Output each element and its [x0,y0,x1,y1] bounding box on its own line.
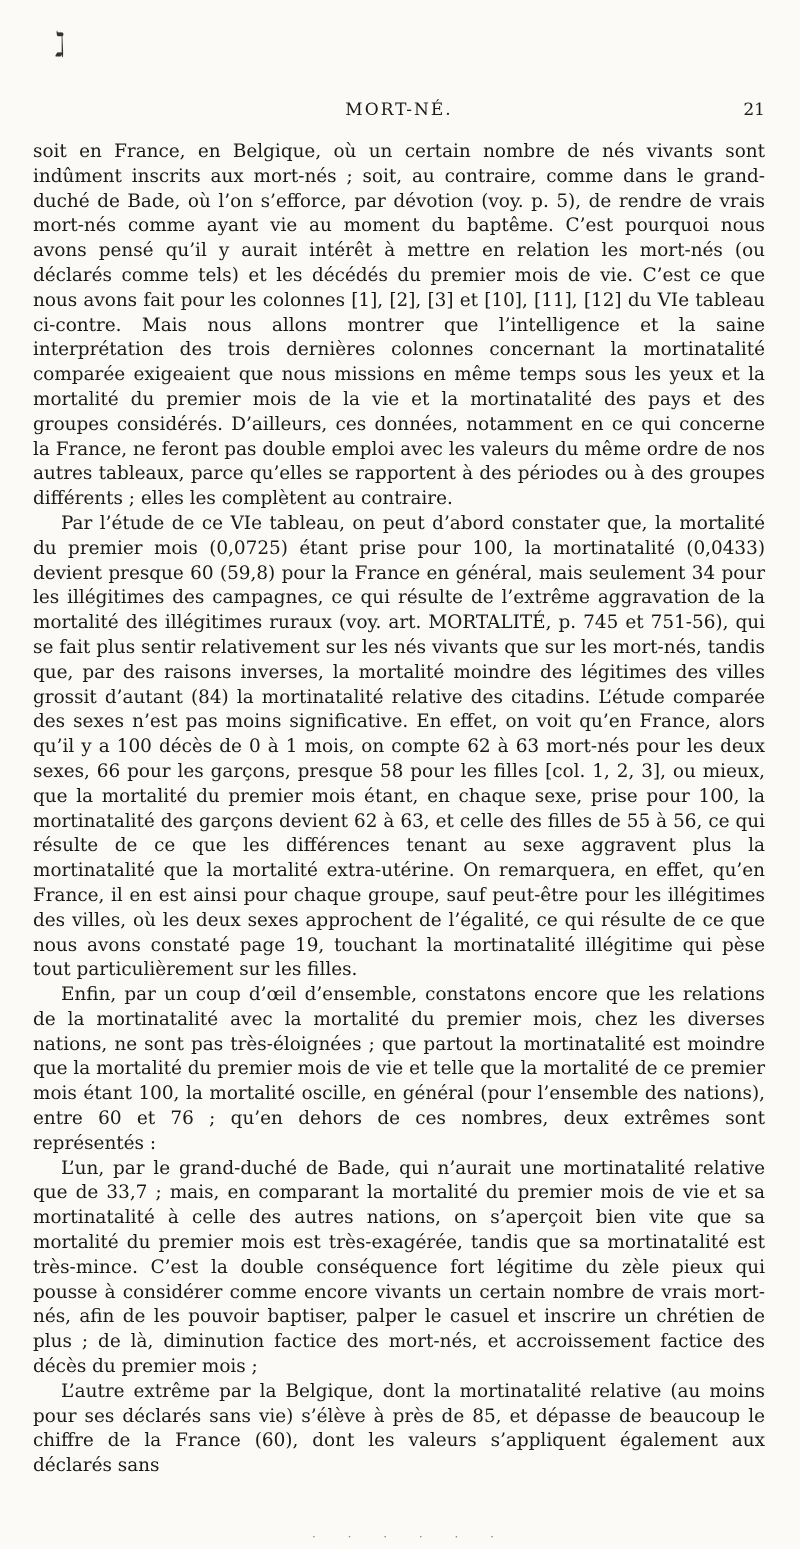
paragraph-1: soit en France, en Belgique, où un certain nombre de nés vivants sont indûment inscrits aux mort-nés ; soit, au contraire, comme dans le grand-duché de Bade, où l’on s’efforce, par dévotion (voy. p. 5), de rendre de vrais mort-nés comme ayant vie au moment du baptême. C’est pourquoi nous avons pensé qu’il y aurait intérêt à mettre en relation les mort-nés (ou déclarés comme tels) et les décédés du premier mois de vie. C’est ce que nous avons fait pour les colonnes [1], [2], [3] et [10], [11], [12] du VIe tableau ci-contre. Mais nous allons montrer que l’intelligence et la saine interprétation des trois dernières colonnes concernant la mortinatalité comparée exigeaient que nous missions en même temps sous les yeux et la mortalité du premier mois de la vie et la mortinatalité des pays et des groupes considérés. D’ailleurs, ces données, notamment en ce qui concerne la France, ne feront pas double emploi avec les valeurs du même ordre de nos autres tableaux, parce qu’elles se rapportent à des périodes ou à des groupes différents ; elles les complètent au contraire. [33,141,765,510]
page-header [33,100,765,130]
page-number: 21 [743,100,765,120]
paragraph-5: L’autre extrême par la Belgique, dont la mortinatalité relative (au moins pour ses déclarés sans vie) s’élève à près de 85, et dépasse de beaucoup le chiffre de la France (60), dont les valeurs s’appliquent également aux déclarés sans [33,1380,765,1477]
paragraph-2: Par l’étude de ce VIe tableau, on peut d’abord constater que, la mortalité du premier mois (0,0725) étant prise pour 100, la mortinatalité (0,0433) devient presque 60 (59,8) pour la France en général, mais seulement 34 pour les illégitimes des campagnes, ce qui résulte de l’extrême aggravation de la mortalité des illégitimes ruraux (voy. art. MORTALITÉ, p. 745 et 751-56), qui se fait plus sentir relativement sur les nés vivants que sur les mort-nés, tandis que, par des raisons inverses, la mortalité moindre des légitimes des villes grossit d’autant (84) la mortinatalité relative des citadins. L’étude comparée des sexes n’est pas moins significative. En effet, on voit qu’en France, alors qu’il y a 100 décès de 0 à 1 mois, on compte 62 à 63 mort-nés pour les deux sexes, 66 pour les garçons, presque 58 pour les filles [col. 1, 2, 3], ou mieux, que la mortalité du premier mois étant, en chaque sexe, prise pour 100, la mortinatalité des garçons devient 62 à 63, et celle des filles de 55 à 56, ce qui résulte de ce que les différences tenant au sexe aggravent plus la mortinatalité que la mortalité extra-utérine. On remarquera, en effet, qu’en France, il en est ainsi pour chaque groupe, sauf peut-être pour les illégitimes des villes, où les deux sexes approchent de l’égalité, ce qui résulte de ce que nous avons constaté page 19, touchant la mortinatalité illégitime qui pèse tout particulièrement sur les filles. [33,512,765,981]
running-title: MORT-NÉ. [345,100,453,120]
paragraph-3: Enfin, par un coup d’œil d’ensemble, constatons encore que les relations de la mortinatalité avec la mortalité du premier mois, chez les diverses nations, ne sont pas très-éloignées ; que partout la mortinatalité est moindre que la mortalité du premier mois de vie et telle que la mortalité de ce premier mois étant 100, la mortalité oscille, en général (pour l’ensemble des nations), entre 60 et 76 ; qu’en dehors de ces nombres, deux extrêmes sont représentés : [33,984,765,1154]
paragraph-4: L’un, par le grand-duché de Bade, qui n’aurait une mortinatalité relative que de 33,7 ; mais, en comparant la mortalité du premier mois de vie et sa mortinatalité à celle des autres nations, on s’aperçoit bien vite que sa mortalité du premier mois est très-exagérée, tandis que sa mortinatalité est très-mince. C’est la double conséquence fort légitime du zèle pieux qui pousse à considérer comme encore vivants un certain nombre de vrais mort-nés, afin de les pouvoir baptiser, palper le casuel et inscrire un chrétien de plus ; de là, diminution factice des mort-nés, et accroissement factice des décès du premier mois ; [33,1157,765,1378]
body-text [33,140,765,1479]
corner-ink-mark-icon: ℷ [55,25,65,65]
bottom-ink-specks: · · · · · · [312,1530,508,1544]
